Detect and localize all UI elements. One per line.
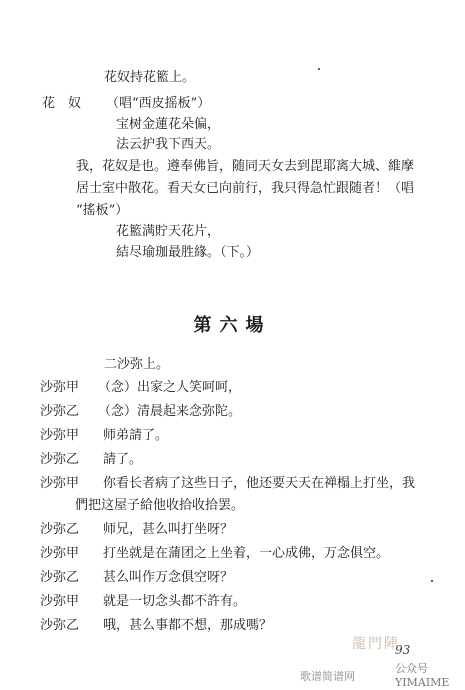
speaker-label: 沙弥乙 — [40, 452, 80, 467]
dialogue-line: “搖板”） — [76, 203, 129, 218]
dialogue-line: （唱“西皮摇板”） — [106, 96, 211, 111]
speaker-label: 花 奴 — [42, 96, 82, 111]
dialogue-line: 們把这屋子給他收拾收拾罢。 — [75, 498, 245, 513]
watermark-site: 歌谱简谱网 — [300, 670, 355, 683]
speaker-label: 沙弥乙 — [40, 570, 80, 585]
scene-title: 第六場 — [193, 315, 272, 336]
speaker-label: 沙弥甲 — [40, 476, 80, 491]
verse-line: 結尽瑜珈最胜緣。（下。） — [116, 245, 260, 260]
stage-direction: 花奴持花籃上。 — [104, 70, 196, 85]
verse-line: 宝树金蓮花朵偏， — [116, 117, 221, 132]
dialogue-line: 你看长者病了这些日子，他还要天天在禅榻上打坐，我 — [103, 476, 416, 491]
dialogue-line: 打坐就是在蒲团之上坐着，一心成佛，万念俱空。 — [103, 546, 390, 561]
speaker-label: 沙弥甲 — [40, 380, 80, 395]
dialogue-line: （念）清晨起来念弥陀。 — [98, 404, 242, 419]
verse-line: 花籃满貯天花片， — [116, 224, 221, 239]
speck — [318, 68, 320, 70]
dialogue-line: 甚么叫作万念俱空呀？ — [103, 570, 234, 585]
dialogue-line: 居士室中散花。看天女已向前行，我只得急忙跟随者！（唱 — [76, 181, 415, 196]
dialogue-line: 請了。 — [103, 452, 143, 467]
dialogue-line: 就是一切念头都不許有。 — [103, 594, 247, 609]
stage-direction: 二沙弥上。 — [104, 357, 170, 372]
speaker-label: 沙弥甲 — [40, 594, 80, 609]
dialogue-line: 哦，甚么事都不想，那成嗎？ — [103, 618, 273, 633]
dialogue-line: 师兄，甚么叫打坐呀？ — [103, 522, 234, 537]
watermark-account: 公众号YIMAIME — [395, 662, 450, 689]
verse-line: 法云护我下西天。 — [116, 137, 221, 152]
speaker-label: 沙弥乙 — [40, 404, 80, 419]
speck — [431, 580, 433, 582]
dialogue-line: 我，花奴是也。遵奉佛旨，随同天女去到毘耶离大城、維摩 — [76, 159, 415, 174]
watermark-logo: 龍門陣 — [352, 636, 400, 652]
speaker-label: 沙弥甲 — [40, 428, 80, 443]
dialogue-line: 师弟請了。 — [103, 428, 169, 443]
page-number: 93 — [395, 643, 411, 657]
speaker-label: 沙弥乙 — [40, 522, 80, 537]
dialogue-line: （念）出家之人笑呵呵， — [98, 380, 242, 395]
speaker-label: 沙弥乙 — [40, 618, 80, 633]
speaker-label: 沙弥甲 — [40, 546, 80, 561]
